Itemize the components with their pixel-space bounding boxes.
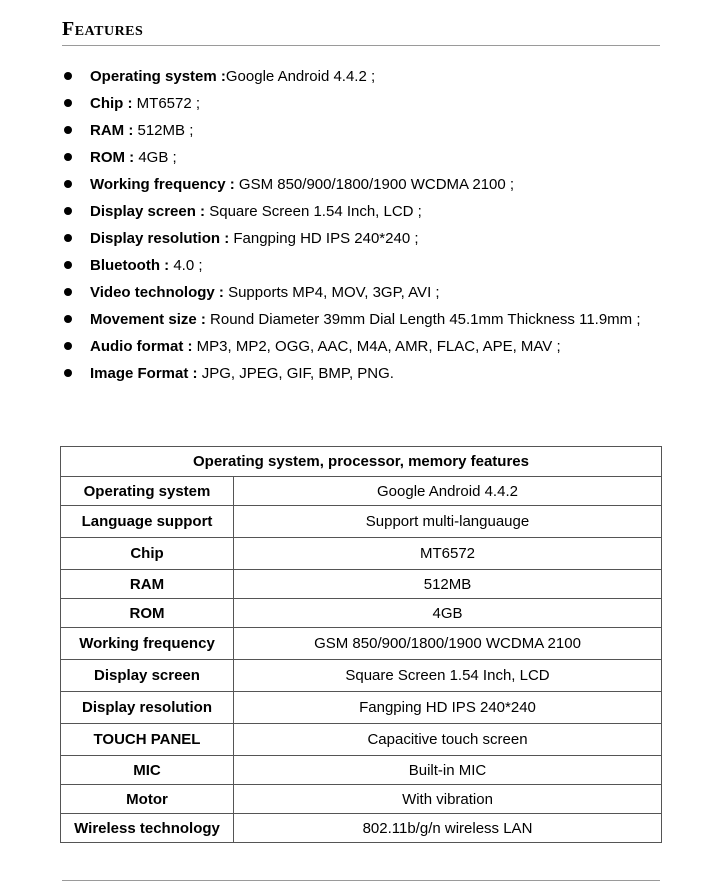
bullet-icon [64, 207, 72, 215]
feature-key: Operating system : [90, 68, 226, 85]
feature-value: Google Android 4.4.2 ; [225, 68, 376, 85]
feature-value: Fangping HD IPS 240*240 ; [229, 230, 419, 247]
bullet-icon [64, 261, 72, 269]
spec-table [60, 446, 662, 843]
bullet-icon [64, 72, 72, 80]
feature-item-bluetooth [62, 252, 660, 279]
feature-item-audio-format [62, 333, 660, 360]
feature-key: Display resolution : [90, 230, 230, 247]
row-value: Capacitive touch screen [234, 724, 662, 756]
feature-item-operating-system [62, 63, 660, 90]
row-key: Chip [61, 538, 234, 570]
row-key: TOUCH PANEL [61, 724, 234, 756]
feature-value: MP3, MP2, OGG, AAC, M4A, AMR, FLAC, APE, MAV ; [192, 338, 561, 355]
feature-value: 4.0 ; [169, 257, 203, 274]
feature-item-video-technology [62, 279, 660, 306]
table-row [61, 506, 662, 538]
feature-key: Working frequency : [90, 176, 235, 193]
bullet-icon [64, 153, 72, 161]
feature-key: Image Format : [90, 365, 198, 382]
feature-item-rom [62, 144, 660, 171]
feature-value: 4GB ; [134, 149, 177, 166]
table-row [61, 538, 662, 570]
row-key: Working frequency [61, 628, 234, 660]
table-row [61, 628, 662, 660]
feature-value: MT6572 ; [132, 95, 201, 112]
table-row [61, 692, 662, 724]
feature-item-movement-size [62, 306, 660, 333]
table-title: Operating system, processor, memory features [61, 447, 662, 477]
features-list [62, 63, 660, 387]
row-key: Display screen [61, 660, 234, 692]
bottom-divider [62, 880, 660, 881]
feature-key: Video technology : [90, 284, 224, 301]
table-row [61, 724, 662, 756]
feature-key: Chip : [90, 95, 133, 112]
row-value: GSM 850/900/1800/1900 WCDMA 2100 [234, 628, 662, 660]
row-key: ROM [61, 599, 234, 628]
bullet-icon [64, 315, 72, 323]
bullet-icon [64, 180, 72, 188]
table-row [61, 477, 662, 506]
feature-key: ROM : [90, 149, 135, 166]
feature-value: Round Diameter 39mm Dial Length 45.1mm Thickness 11.9mm ; [205, 311, 641, 328]
row-value: With vibration [234, 785, 662, 814]
row-key: Motor [61, 785, 234, 814]
feature-key: RAM : [90, 122, 134, 139]
bullet-icon [64, 99, 72, 107]
feature-item-working-frequency [62, 171, 660, 198]
row-key: Wireless technology [61, 814, 234, 843]
feature-value: JPG, JPEG, GIF, BMP, PNG. [197, 365, 394, 382]
row-value: Built-in MIC [234, 756, 662, 785]
bullet-icon [64, 126, 72, 134]
feature-value: 512MB ; [133, 122, 194, 139]
row-key: MIC [61, 756, 234, 785]
row-key: RAM [61, 570, 234, 599]
row-value: Fangping HD IPS 240*240 [234, 692, 662, 724]
bullet-icon [64, 288, 72, 296]
feature-item-image-format [62, 360, 660, 387]
heading-divider [62, 45, 660, 46]
row-value: Google Android 4.4.2 [234, 477, 662, 506]
feature-value: Square Screen 1.54 Inch, LCD ; [205, 203, 422, 220]
row-value: Square Screen 1.54 Inch, LCD [234, 660, 662, 692]
feature-key: Display screen : [90, 203, 206, 220]
row-value: MT6572 [234, 538, 662, 570]
bullet-icon [64, 342, 72, 350]
row-value: 802.11b/g/n wireless LAN [234, 814, 662, 843]
feature-value: Supports MP4, MOV, 3GP, AVI ; [223, 284, 440, 301]
feature-value: GSM 850/900/1800/1900 WCDMA 2100 ; [234, 176, 515, 193]
table-row [61, 599, 662, 628]
table-header-row [61, 447, 662, 477]
row-key: Operating system [61, 477, 234, 506]
feature-item-display-resolution [62, 225, 660, 252]
row-key: Language support [61, 506, 234, 538]
feature-item-display-screen [62, 198, 660, 225]
table-row [61, 756, 662, 785]
bullet-icon [64, 369, 72, 377]
feature-item-chip [62, 90, 660, 117]
row-value: 512MB [234, 570, 662, 599]
feature-key: Audio format : [90, 338, 193, 355]
table-row [61, 785, 662, 814]
row-key: Display resolution [61, 692, 234, 724]
feature-key: Movement size : [90, 311, 206, 328]
row-value: Support multi-languauge [234, 506, 662, 538]
feature-item-ram [62, 117, 660, 144]
table-row [61, 660, 662, 692]
bullet-icon [64, 234, 72, 242]
table-row [61, 814, 662, 843]
feature-key: Bluetooth : [90, 257, 170, 274]
table-row [61, 570, 662, 599]
row-value: 4GB [234, 599, 662, 628]
section-heading: Features [62, 18, 144, 40]
